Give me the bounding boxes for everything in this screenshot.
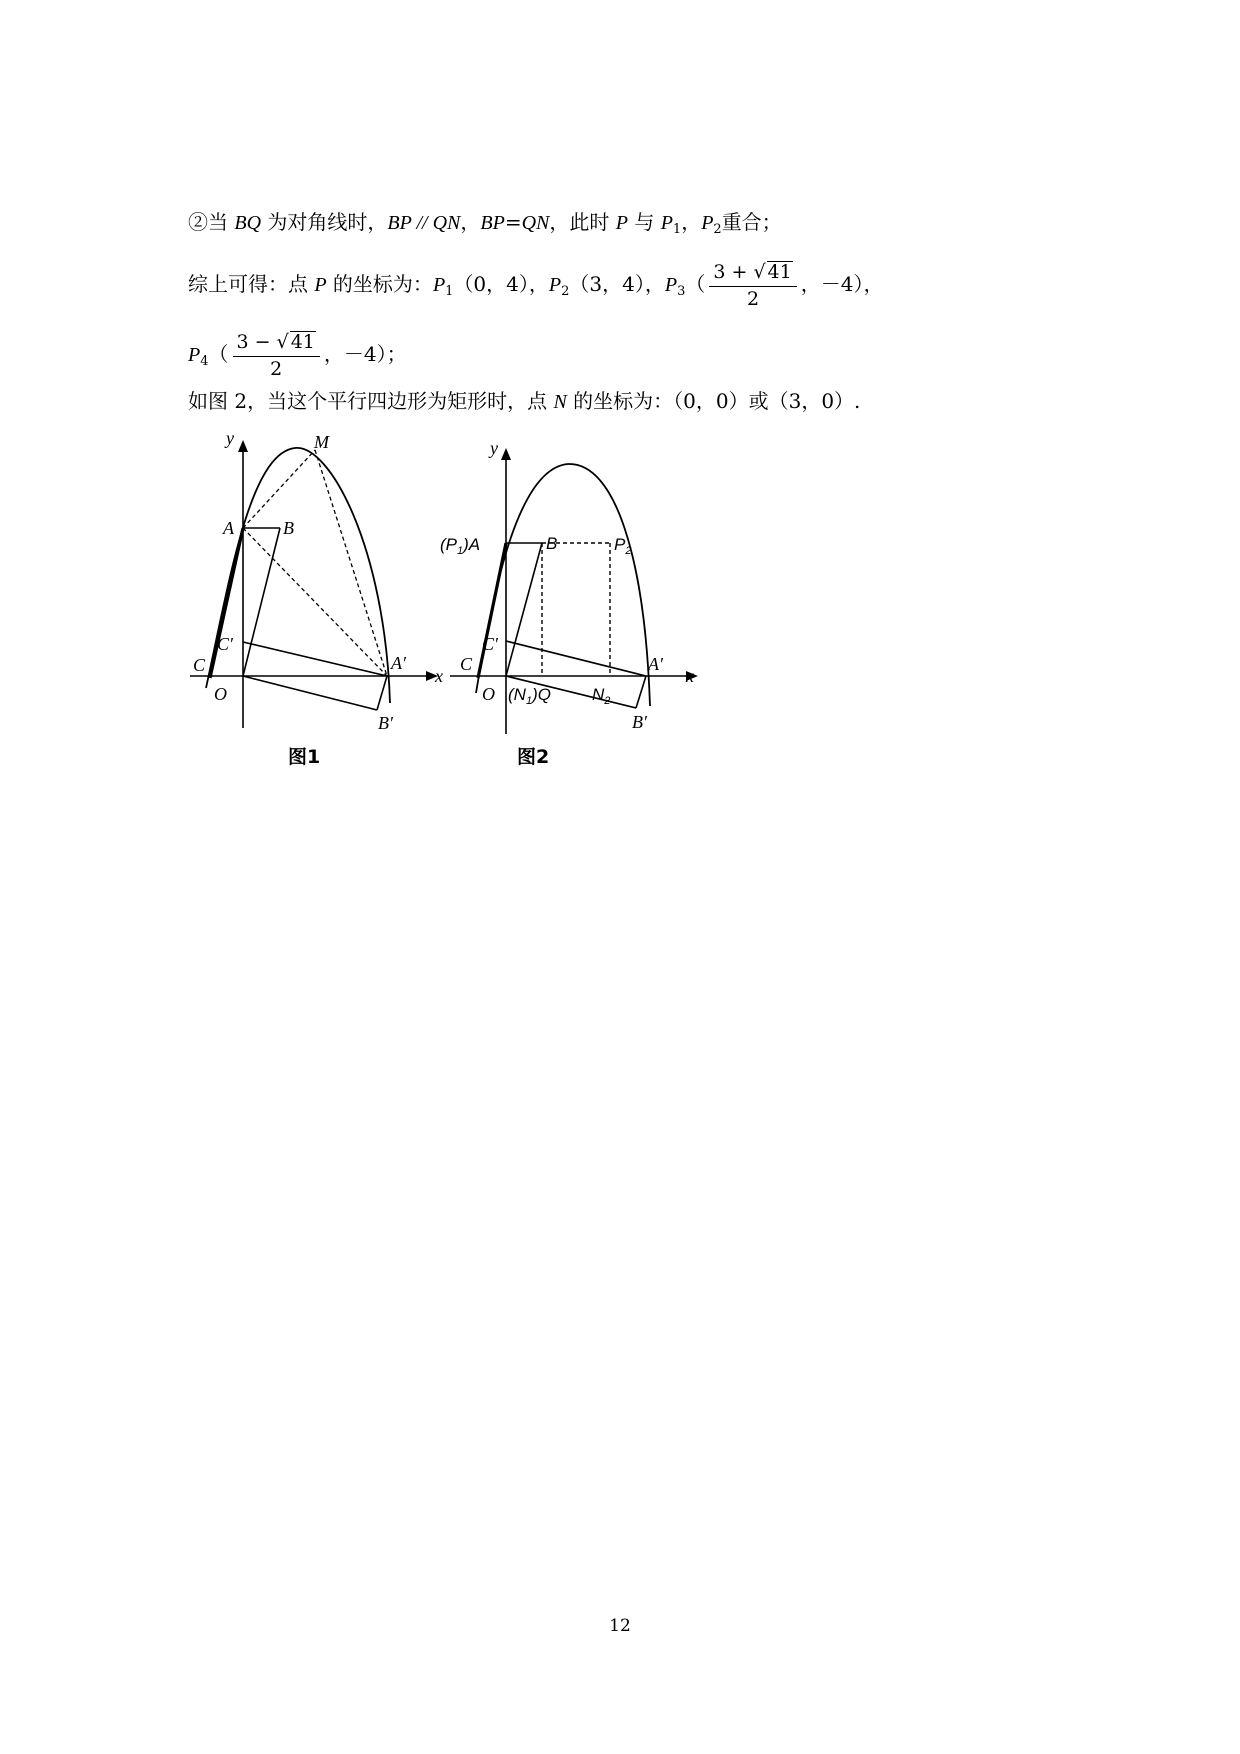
- label-M: M: [314, 432, 329, 452]
- text: 为对角线时，: [261, 210, 388, 234]
- text: 的坐标为：（0，0）或（3，0）.: [566, 389, 861, 413]
- figure-1-diagram: [180, 428, 450, 733]
- subscript: 1: [672, 222, 682, 237]
- label-P2: [614, 535, 631, 557]
- math-var: QN: [521, 212, 550, 234]
- figure-1-caption: 图1: [288, 746, 321, 768]
- text: ，此时: [549, 210, 616, 234]
- label-A: A: [223, 518, 234, 538]
- label-C: C: [460, 654, 473, 674]
- label-C: C: [193, 655, 206, 675]
- text: ，: [460, 210, 481, 234]
- subscript: 2: [713, 222, 722, 237]
- text: 与: [627, 210, 661, 234]
- paragraph-diagonal-case: [188, 208, 782, 244]
- fraction: [709, 260, 796, 311]
- fraction-numerator: 3 + √ 41: [709, 260, 796, 287]
- label-N2: [592, 685, 610, 707]
- text: ，－4），: [800, 272, 884, 296]
- subscript: 3: [677, 284, 686, 299]
- label-Bp: B′: [632, 712, 647, 732]
- segment-CA: [210, 528, 243, 678]
- math-var: P: [188, 344, 201, 366]
- label-N1Q-tail: )Q: [532, 685, 551, 704]
- math-var: BQ: [234, 212, 262, 234]
- math-var: P: [664, 274, 678, 296]
- equals-sign: =: [504, 210, 522, 234]
- subscript: 2: [561, 284, 570, 299]
- label-B: B: [283, 518, 294, 538]
- label-y: y: [226, 428, 234, 448]
- segment-OBp: [243, 676, 377, 710]
- label-N2-letter: N: [592, 685, 605, 704]
- sqrt-radicand: 41: [290, 331, 315, 353]
- segment-CpAp: [243, 642, 387, 676]
- numerator-text: 3 −: [236, 331, 277, 353]
- label-Bp: B′: [378, 713, 393, 733]
- dashed-AM: [243, 450, 315, 528]
- label-N1Q-open: (N: [508, 685, 526, 704]
- subscript: 4: [200, 354, 209, 369]
- label-Ap: A′: [648, 654, 663, 674]
- paragraph-rectangle: [188, 387, 860, 416]
- label-P2-sub: 2: [625, 545, 632, 557]
- segment-BO: [506, 543, 542, 676]
- math-var: P: [314, 274, 327, 296]
- label-P1A-sub: 1: [457, 545, 464, 557]
- text: ，－4）；: [323, 342, 407, 366]
- text: 如图 2，当这个平行四边形为矩形时，点: [188, 389, 554, 413]
- label-O: O: [482, 684, 495, 704]
- segment-CA: [478, 543, 506, 678]
- coordinate: （0，4），: [453, 272, 549, 296]
- math-var: QN: [432, 212, 461, 234]
- math-var: BP: [387, 212, 412, 234]
- coordinate: （3，4），: [569, 272, 665, 296]
- text: 综上可得：点: [188, 272, 315, 296]
- segment-CpAp: [506, 641, 646, 676]
- label-Ap: A′: [391, 653, 406, 673]
- text: ②当: [188, 210, 235, 234]
- paragraph-summary: [188, 260, 883, 311]
- label-P1A-open: (P: [440, 535, 457, 554]
- y-axis-arrow-icon: [238, 440, 248, 452]
- fraction-denominator: 2: [270, 358, 283, 380]
- label-N2-sub: 2: [604, 695, 611, 707]
- subscript: 1: [445, 284, 454, 299]
- segment-BO: [243, 528, 280, 676]
- math-var: P: [660, 212, 673, 234]
- label-B: B: [546, 534, 558, 553]
- label-N1Q: [508, 685, 551, 707]
- text: 重合；: [721, 210, 782, 234]
- segment-ApBp: [377, 676, 387, 710]
- text: ，: [681, 210, 702, 234]
- math-var: P: [701, 212, 714, 234]
- paren: （: [685, 272, 706, 296]
- label-P1A: [440, 535, 480, 557]
- paren: （: [208, 342, 229, 366]
- label-P2-letter: P: [614, 535, 626, 554]
- label-x: x: [435, 666, 443, 686]
- label-x: x: [686, 666, 694, 686]
- label-Cp: C′: [217, 634, 233, 654]
- figure-2-diagram: [440, 438, 710, 743]
- math-var: P: [432, 274, 446, 296]
- dashed-MAp: [315, 450, 387, 676]
- label-O: O: [214, 684, 227, 704]
- numerator-text: 3 +: [713, 261, 754, 283]
- math-var: P: [548, 274, 562, 296]
- math-var: BP: [480, 212, 505, 234]
- sqrt-radicand: 41: [767, 261, 792, 283]
- fraction-denominator: 2: [746, 288, 760, 310]
- text: 的坐标为：: [326, 272, 433, 296]
- fraction-numerator: 3 − √ 41: [233, 330, 320, 357]
- label-Cp: C′: [482, 634, 498, 654]
- parallel-symbol: //: [411, 212, 433, 234]
- segment-ApBp: [636, 676, 646, 708]
- label-y: y: [490, 438, 498, 458]
- math-var: N: [553, 391, 567, 413]
- y-axis-arrow-icon: [501, 448, 511, 460]
- math-var: P: [615, 212, 628, 234]
- label-P1A-tail: )A: [463, 535, 481, 554]
- fraction: [233, 330, 320, 381]
- label-N1Q-sub: 1: [525, 695, 533, 707]
- figure-2-caption: 图2: [517, 746, 550, 768]
- paragraph-p4: [188, 330, 407, 381]
- page-number: 12: [609, 1616, 631, 1636]
